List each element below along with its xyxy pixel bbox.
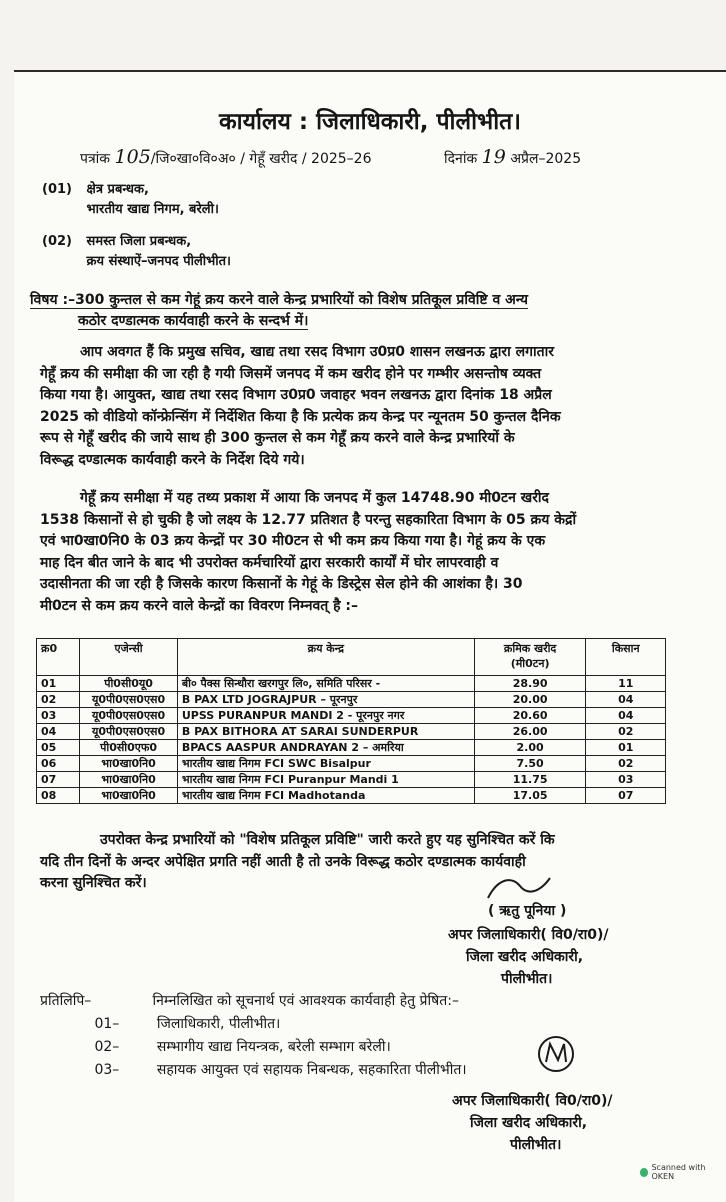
cell-qty: 28.90 <box>474 676 586 692</box>
cell-farmers: 07 <box>586 788 666 804</box>
table-row <box>37 708 666 724</box>
cell-qty: 7.50 <box>474 756 586 772</box>
cell-sn: 02 <box>37 692 80 708</box>
para3-emphasis: "विशेष प्रतिकूल प्रविष्टि" <box>239 832 364 848</box>
cell-sn: 01 <box>37 676 80 692</box>
para1-line: आप अवगत हैं कि प्रमुख सचिव, खाद्य तथा रसद विभाग उ0प्र0 शासन लखनऊ द्वारा लगातार <box>80 344 554 360</box>
cell-sn: 05 <box>37 740 80 756</box>
cell-qty: 11.75 <box>474 772 586 788</box>
cell-agency: पी0सी0एफ0 <box>80 740 178 756</box>
para3-line: यदि तीन दिनों के अन्दर अपेक्षित प्रगति नहीं आती है तो उनके विरूद्ध कठोर दण्डात्मक कार्यवाही <box>40 853 526 870</box>
cell-agency: यू0पी0एस0एस0 <box>80 708 178 724</box>
cell-sn: 08 <box>37 788 80 804</box>
cell-centre: बी० पैक्स सिन्धौरा खरगपुर लि०, समिति परिसर - <box>177 676 474 692</box>
paragraph-2 <box>40 488 576 617</box>
signatory2-designation-2: जिला खरीद अधिकारी, <box>470 1115 588 1131</box>
scanner-logo-icon <box>640 1168 648 1177</box>
cell-qty: 2.00 <box>474 740 586 756</box>
date-prefix: दिनांक <box>444 151 478 167</box>
letter-reference <box>80 146 372 168</box>
copy-item-number: 03– <box>94 1062 120 1078</box>
table-header-row <box>37 639 666 676</box>
cell-centre: B PAX LTD JOGRAJPUR – पूरनपुर <box>177 692 474 708</box>
signatory2-designation-1: अपर जिलाधिकारी( वि0/रा0)/ <box>452 1093 613 1109</box>
col-sn-header: क्र0 <box>37 639 80 676</box>
cell-farmers: 04 <box>586 708 666 724</box>
para3-line: करना सुनिश्चित करें। <box>40 875 147 891</box>
table-row <box>37 724 666 740</box>
date-day: 19 <box>481 146 506 168</box>
addressee-1 <box>42 180 219 220</box>
cell-agency: भा0खा0नि0 <box>80 772 178 788</box>
copy-item-text: सहायक आयुक्त एवं सहायक निबन्धक, सहकारिता पीलीभीत। <box>156 1062 467 1078</box>
cell-sn: 03 <box>37 708 80 724</box>
para1-line: विरूद्ध दण्डात्मक कार्यवाही करने के निर्देश दिये गये। <box>40 451 305 468</box>
cell-farmers: 11 <box>586 676 666 692</box>
cell-centre: UPSS PURANPUR MANDI 2 - पूरनपुर नगर <box>177 708 474 724</box>
copy-block <box>40 990 467 1082</box>
table-row <box>37 676 666 692</box>
cell-sn: 07 <box>37 772 80 788</box>
qty-header-line1: क्रमिक खरीद <box>503 642 557 655</box>
cell-centre: भारतीय खाद्य निगम FCI Puranpur Mandi 1 <box>177 772 474 788</box>
copy-intro: निम्नलिखित को सूचनार्थ एवं आवश्यक कार्यवाही हेतु प्रेषित:– <box>152 993 459 1009</box>
cell-agency: पी0सी0यू0 <box>80 676 178 692</box>
ref-suffix: /जि०खा०वि०अ० / गेहूँ खरीद / 2025–26 <box>150 151 372 167</box>
cell-farmers: 04 <box>586 692 666 708</box>
cell-agency: भा0खा0नि0 <box>80 788 178 804</box>
cell-agency: यू0पी0एस0एस0 <box>80 724 178 740</box>
cell-centre: B PAX BITHORA AT SARAI SUNDERPUR <box>177 724 474 740</box>
para1-line: 2025 को वीडियो कॉन्फ्रेन्सिंग में निर्देशित किया है कि प्रत्येक क्रय केन्द्र पर न्यूनतम 50 कुन्तल दैनिक <box>40 408 561 425</box>
copy-item-number: 02– <box>94 1039 120 1055</box>
initials-mark <box>534 1032 578 1076</box>
para2-line: उदासीनता की जा रही है जिसके कारण किसानों के गेहूं के डिस्ट्रेस सेल होने की आशंका है। 30 <box>40 576 523 592</box>
para3-line: जारी करते हुए यह सुनिश्चित करें कि <box>368 832 555 848</box>
para2-line: एवं भा0खा0नि0 के 03 क्रय केन्द्रों पर 30 मी0टन से भी कम क्रय किया गया है। गेहूं क्रय के <box>40 533 522 549</box>
paragraph-1 <box>40 342 561 471</box>
copy-item-text: सम्भागीय खाद्य नियन्त्रक, बरेली सम्भाग बरेली। <box>156 1039 391 1055</box>
subject-line2: कठोर दण्डात्मक कार्यवाही करने के सन्दर्भ में। <box>78 313 309 329</box>
cell-centre: BPACS AASPUR ANDRAYAN 2 – अमरिया <box>177 740 474 756</box>
copy-item-number: 01– <box>94 1016 120 1032</box>
cell-centre: भारतीय खाद्य निगम FCI SWC Bisalpur <box>177 756 474 772</box>
cell-qty: 17.05 <box>474 788 586 804</box>
subject <box>30 290 528 332</box>
table-row <box>37 740 666 756</box>
para2-line: गेहूँ क्रय समीक्षा में यह तथ्य प्रकाश में आया कि जनपद में कुल 14748.90 मी0टन खरीद <box>80 490 549 506</box>
copy-label: प्रतिलिपि– <box>40 993 92 1009</box>
addressee-number: (02) <box>42 234 72 249</box>
date-rest: अप्रैल–2025 <box>510 151 582 167</box>
cell-farmers: 01 <box>586 740 666 756</box>
cell-sn: 04 <box>37 724 80 740</box>
cell-qty: 20.60 <box>474 708 586 724</box>
para2-line: दिन बीत जाने के बाद भी उपरोक्त कर्मचारियों द्वारा सरकारी कार्यों में घोर लापरवाही व <box>64 554 499 571</box>
para2-line: मी0टन से कम क्रय करने वाले केन्द्रों का विवरण निम्नवत् है :– <box>40 597 359 614</box>
office-title: कार्यालय : जिलाधिकारी, पीलीभीत। <box>219 109 521 135</box>
cell-agency: भा0खा0नि0 <box>80 756 178 772</box>
subject-line1: विषय :–300 कुन्तल से कम गेहूं क्रय करने वाले केन्द्र प्रभारियों को विशेष प्रतिकूल प्रविष्टि व अन्य <box>30 292 529 308</box>
table-row <box>37 772 666 788</box>
para1-line: रूप से गेहूँ खरीद की जाये साथ ही 300 कुन्तल से कम गेहूँ क्रय करने वाले केन्द्र प्रभारियों के <box>40 430 515 446</box>
addressee-line1: क्षेत्र प्रबन्धक, <box>86 182 149 197</box>
qty-header-line2: (मी0टन) <box>510 657 550 670</box>
signatory-designation-1: अपर जिलाधिकारी( वि0/रा0)/ <box>448 927 609 943</box>
signatory-designation-2: जिला खरीद अधिकारी, <box>466 949 584 965</box>
cell-agency: यू0पी0एस0एस0 <box>80 692 178 708</box>
col-farmers-header: किसान <box>586 639 666 676</box>
cell-centre: भारतीय खाद्य निगम FCI Madhotanda <box>177 788 474 804</box>
para2-line: 1538 किसानों से हो चुकी है जो लक्ष्य के 12.77 प्रतिशत है परन्तु सहकारिता विभाग के 05 क्रय केद्रों <box>40 511 577 528</box>
signatory-designation-3: पीलीभीत। <box>501 971 553 987</box>
col-agency-header: एजेन्सी <box>80 639 178 676</box>
cell-qty: 20.00 <box>474 692 586 708</box>
addressee-2 <box>42 232 231 272</box>
col-centre-header: क्रय केन्द्र <box>177 639 474 676</box>
para1-line: किया गया है। आयुक्त, खाद्य तथा रसद विभाग उ0प्र0 जवाहर भवन लखनऊ द्वारा दिनांक 18 अप्रैल <box>40 387 552 403</box>
purchase-centres-table <box>36 638 666 804</box>
table-row <box>37 692 666 708</box>
letter-date <box>444 146 581 168</box>
scanner-watermark <box>640 1163 726 1181</box>
addressee-line1: समस्त जिला प्रबन्धक, <box>86 234 192 249</box>
paragraph-3 <box>40 830 555 895</box>
cell-qty: 26.00 <box>474 724 586 740</box>
signatory2-designation-3: पीलीभीत। <box>510 1137 562 1153</box>
cell-farmers: 02 <box>586 756 666 772</box>
addressee-line2: क्रय संस्थाऐं–जनपद पीलीभीत। <box>86 254 231 269</box>
para3-line: उपरोक्त केन्द्र प्रभारियों को <box>100 832 235 848</box>
cell-farmers: 02 <box>586 724 666 740</box>
addressee-number: (01) <box>42 182 72 197</box>
addressee-line2: भारतीय खाद्य निगम, बरेली। <box>86 202 219 217</box>
signatory-name: ( ऋतु पूनिया ) <box>488 903 567 919</box>
col-qty-header <box>474 639 586 676</box>
cell-sn: 06 <box>37 756 80 772</box>
document-page <box>14 70 726 1202</box>
scanner-label: Scanned with OKEN <box>651 1163 706 1181</box>
para1-line: गेहूँ क्रय की समीक्षा की जा रही है गयी जिसमें जनपद में कम खरीद होने पर गम्भीर असन्तोष व्यक्त <box>40 365 542 382</box>
copy-item-text: जिलाधिकारी, पीलीभीत। <box>156 1016 281 1032</box>
ref-prefix: पत्रांक <box>80 151 111 167</box>
cell-farmers: 03 <box>586 772 666 788</box>
table-row <box>37 756 666 772</box>
para2-emphasis: एक <box>526 533 546 549</box>
table-row <box>37 788 666 804</box>
para2-emphasis: माह <box>40 554 60 571</box>
ref-number: 105 <box>114 146 151 168</box>
